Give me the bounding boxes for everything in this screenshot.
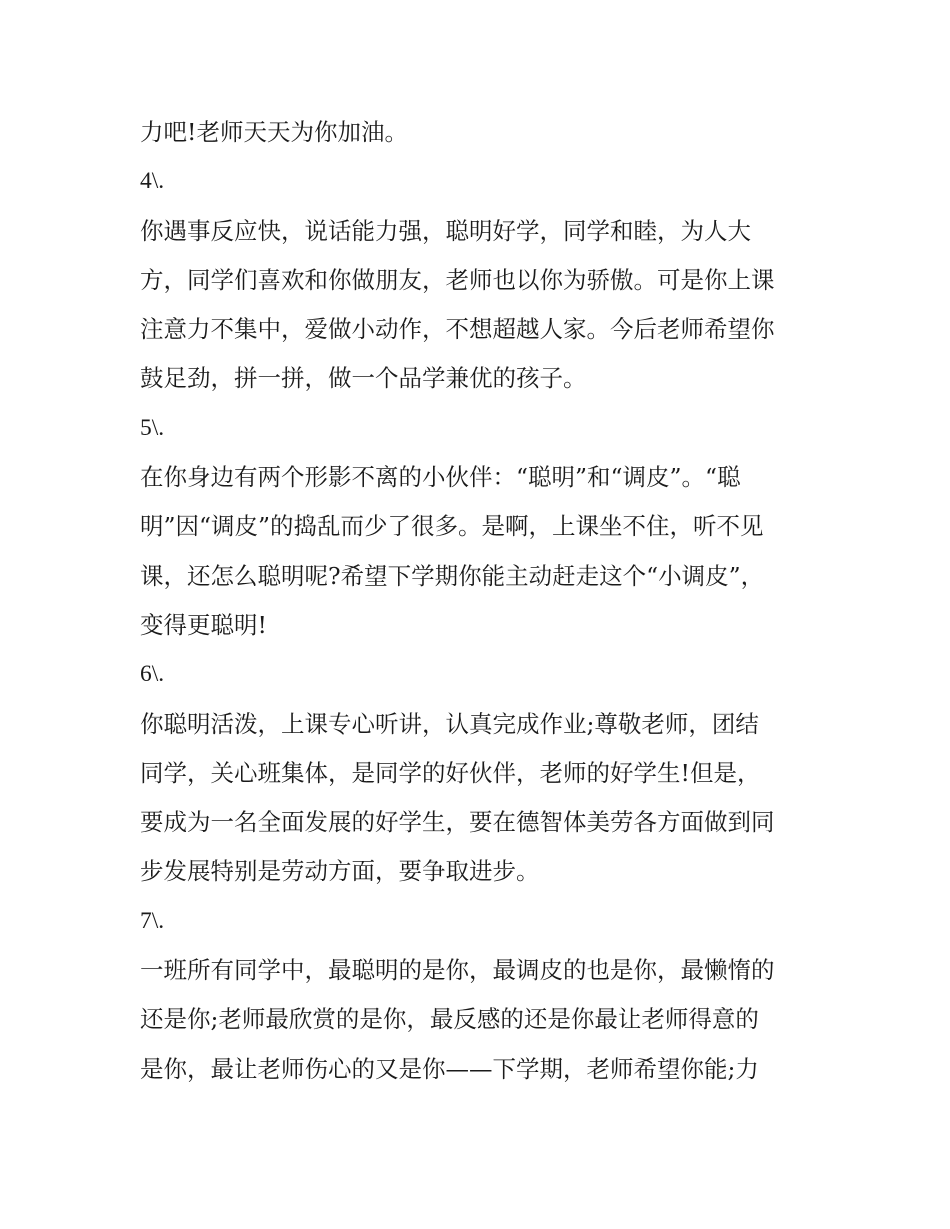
text-line-10: 课，还怎么聪明呢?希望下学期你能主动赶走这个“小调皮”，	[140, 561, 765, 590]
text-line-11: 变得更聪明!	[140, 610, 267, 639]
text-line-9: 明”因“调皮”的捣乱而少了很多。是啊，上课坐不住，听不见	[140, 512, 764, 541]
item-number-7: 7\.	[140, 907, 165, 934]
text-line-4: 方，同学们喜欢和你做朋友，老师也以你为骄傲。可是你上课	[140, 265, 775, 294]
text-line-16: 步发展特别是劳动方面，要争取进步。	[140, 857, 540, 886]
text-line-14: 同学，关心班集体，是同学的好伙伴，老师的好学生!但是，	[140, 758, 761, 787]
item-number-6: 6\.	[140, 661, 165, 688]
item-number-5: 5\.	[140, 414, 165, 441]
text-line-18: 一班所有同学中，最聪明的是你，最调皮的也是你，最懒惰的	[140, 956, 775, 985]
text-line-8: 在你身边有两个形影不离的小伙伴：“聪明”和“调皮”。“聪	[140, 463, 741, 492]
text-line-15: 要成为一名全面发展的好学生，要在德智体美劳各方面做到同	[140, 808, 775, 837]
text-line-3: 你遇事反应快，说话能力强，聪明好学，同学和睦，为人大	[140, 216, 751, 245]
text-line-19: 还是你;老师最欣赏的是你，最反感的还是你最让老师得意的	[140, 1005, 759, 1034]
text-line-5: 注意力不集中，爱做小动作，不想超越人家。今后老师希望你	[140, 315, 775, 344]
text-line-6: 鼓足劲，拼一拼，做一个品学兼优的孩子。	[140, 364, 587, 393]
item-number-4: 4\.	[140, 168, 165, 195]
document-body	[140, 108, 820, 1094]
text-line-1: 力吧!老师天天为你加油。	[140, 118, 408, 146]
text-line-13: 你聪明活泼，上课专心听讲，认真完成作业;尊敬老师，团结	[140, 709, 759, 738]
text-line-20: 是你，最让老师伤心的又是你——下学期，老师希望你能;力	[140, 1054, 759, 1083]
